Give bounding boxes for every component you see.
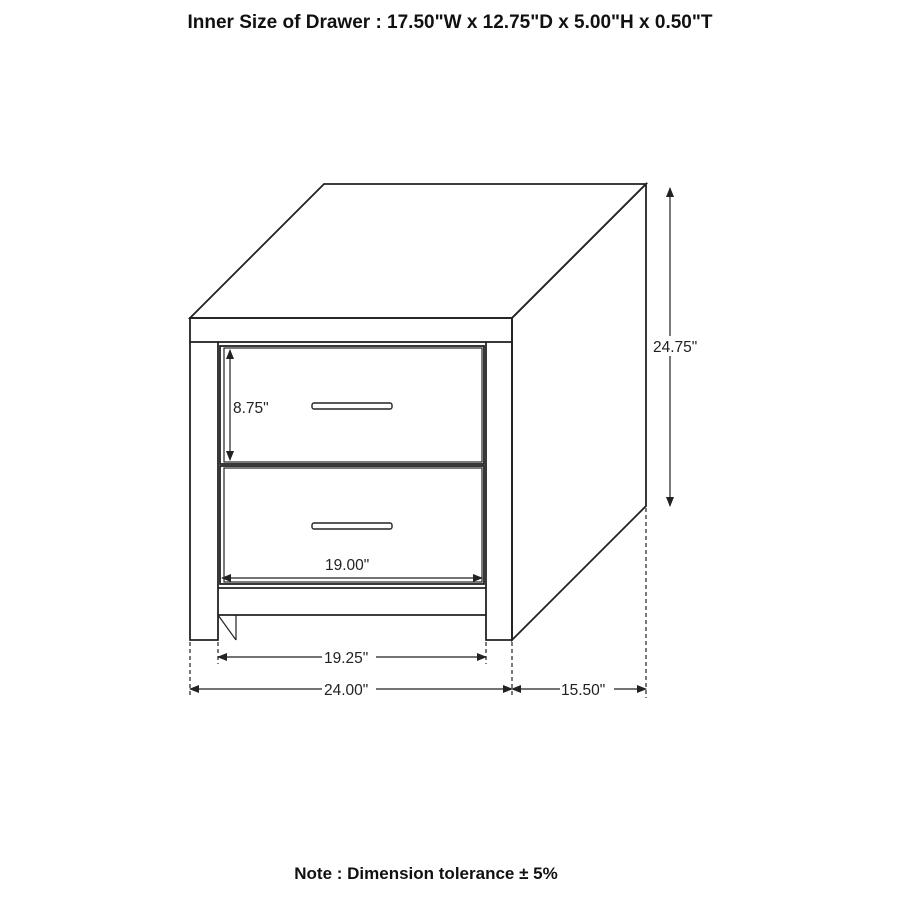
drawer-height-label: 8.75" — [233, 400, 269, 417]
drawer-width-label: 19.25" — [324, 650, 369, 667]
right-leg — [486, 342, 512, 640]
inner-width-label: 19.00" — [325, 557, 370, 574]
overall-width-label: 24.00" — [324, 682, 369, 699]
left-leg — [190, 342, 218, 640]
bottom-drawer-handle — [312, 523, 392, 529]
depth-label: 15.50" — [561, 682, 606, 699]
top-rail — [190, 318, 512, 342]
side-panel — [512, 184, 646, 640]
drawer-inner-size-title: Inner Size of Drawer : 17.50"W x 12.75"D x 5.00"H x 0.50"T — [187, 12, 713, 33]
tolerance-note: Note : Dimension tolerance ± 5% — [294, 864, 558, 883]
height-label: 24.75" — [653, 339, 698, 356]
leg-inner-edge — [218, 615, 236, 640]
top-drawer-handle — [312, 403, 392, 409]
top-surface — [190, 184, 646, 318]
